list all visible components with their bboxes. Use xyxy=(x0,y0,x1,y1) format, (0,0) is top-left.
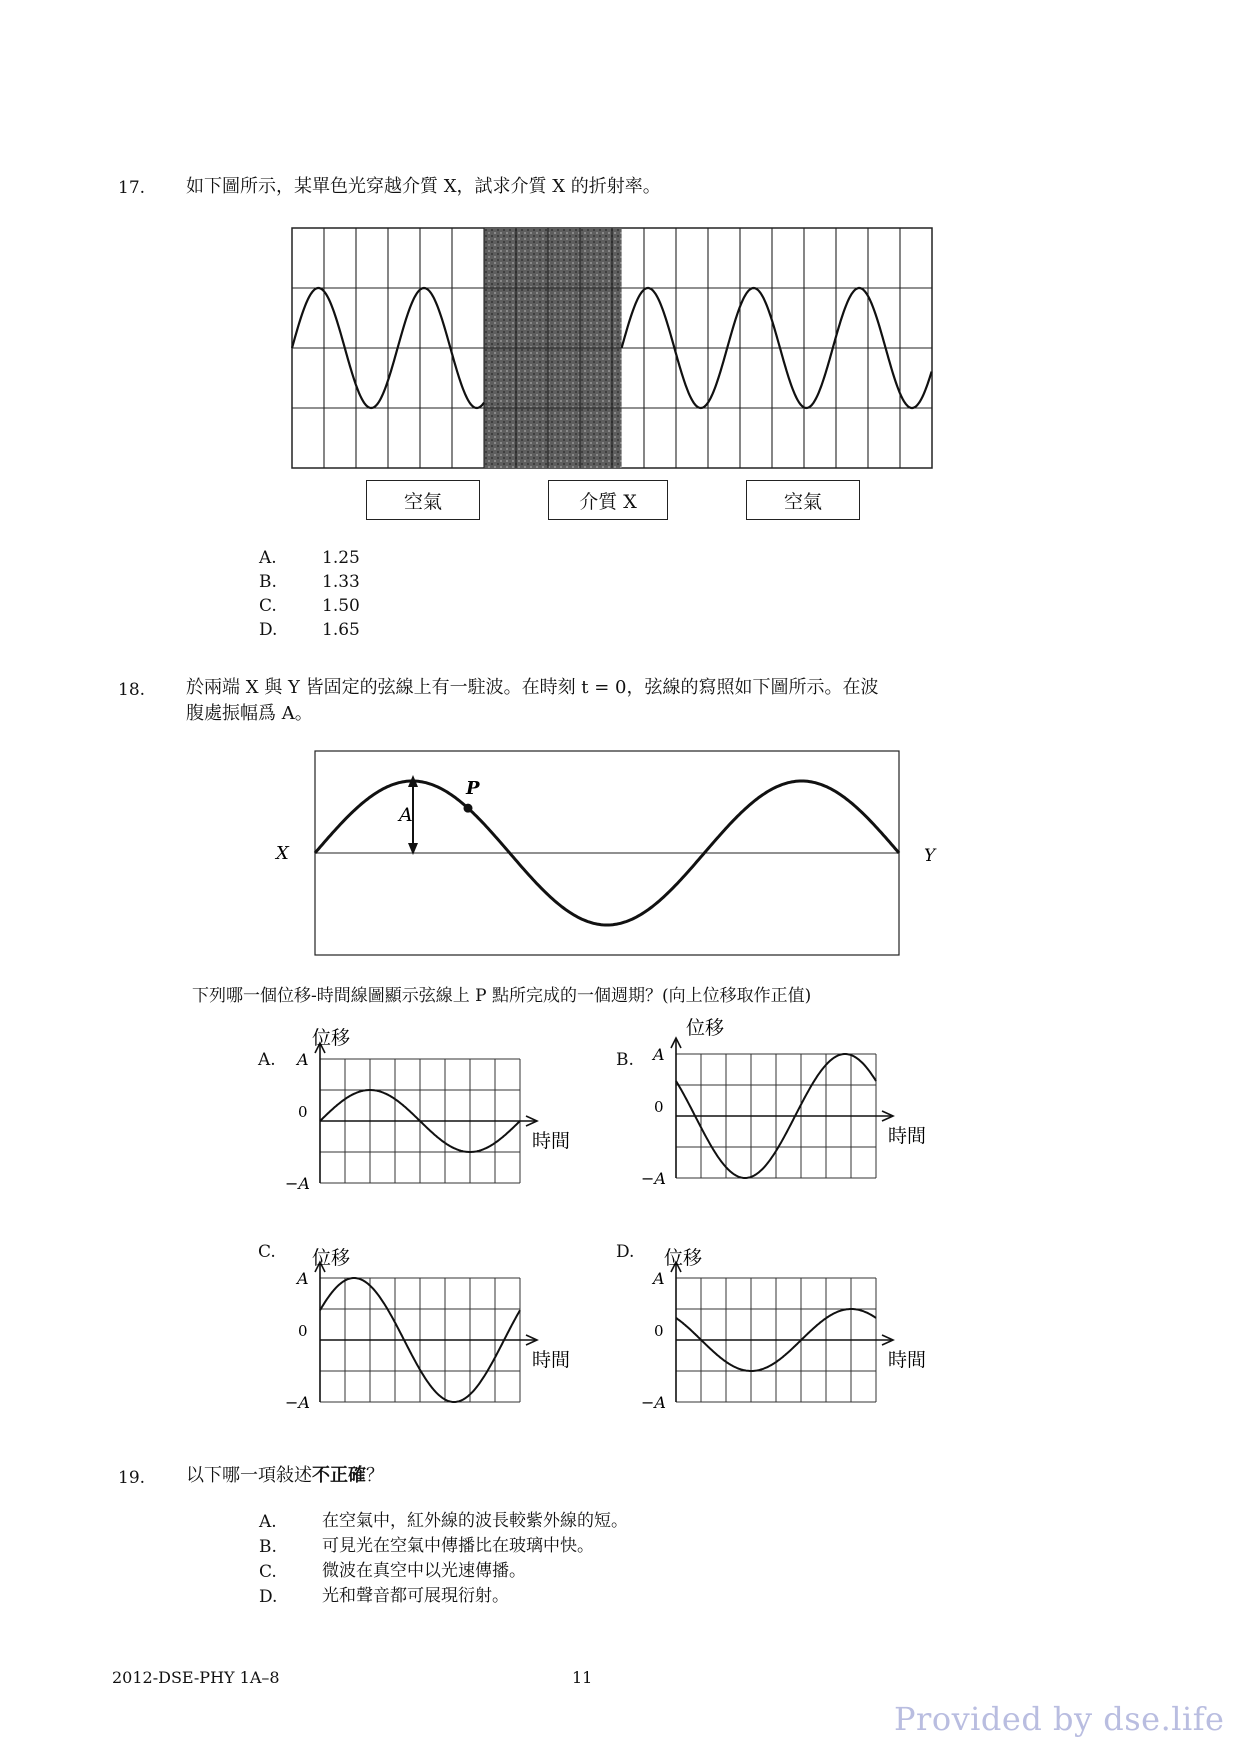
x-axis-label: 時間 xyxy=(532,1130,571,1152)
q19-option-text: 光和聲音都可展現衍射。 xyxy=(322,1586,509,1606)
q17-prompt: 如下圖所示，某單色光穿越介質 X，試求介質 X 的折射率。 xyxy=(186,176,661,197)
y-zero-label: 0 xyxy=(654,1098,664,1116)
y-min-label: −A xyxy=(641,1169,666,1188)
point-p-marker xyxy=(464,804,473,813)
q17-option-value: 1.50 xyxy=(322,596,360,616)
q19-option-text: 在空氣中，紅外線的波長較紫外線的短。 xyxy=(322,1511,628,1531)
q18-number: 18. xyxy=(118,680,146,700)
graph-option-a xyxy=(280,1026,630,1216)
y-max-label: A xyxy=(653,1269,665,1288)
q19-option-letter: B. xyxy=(259,1537,277,1557)
q19-prompt-emphasis: 不正確 xyxy=(312,1465,366,1486)
y-min-label: −A xyxy=(641,1393,666,1412)
label-air-right: 空氣 xyxy=(746,480,860,520)
label-air-left: 空氣 xyxy=(366,480,480,520)
watermark: Provided by dse.life xyxy=(894,1700,1225,1738)
end-y-label: Y xyxy=(924,846,936,866)
y-max-label: A xyxy=(653,1045,665,1064)
x-axis-label: 時間 xyxy=(888,1349,927,1371)
q17-option-value: 1.65 xyxy=(322,620,360,640)
paper-code: 2012-DSE-PHY 1A–8 xyxy=(112,1668,280,1687)
y-zero-label: 0 xyxy=(654,1322,664,1340)
y-zero-label: 0 xyxy=(298,1322,308,1340)
q17-number: 17. xyxy=(118,178,146,198)
q19-prompt-after: ？ xyxy=(366,1465,384,1486)
y-axis-label: 位移 xyxy=(312,1027,351,1049)
q18-option-c-letter: C. xyxy=(258,1242,276,1262)
y-max-label: A xyxy=(297,1050,309,1069)
x-axis-label: 時間 xyxy=(888,1125,927,1147)
label-medium-x: 介質 X xyxy=(548,480,668,520)
q18-option-a-letter: A. xyxy=(258,1050,276,1070)
q17-option-letter: C. xyxy=(259,596,277,616)
q17-option-letter: A. xyxy=(259,548,277,568)
y-min-label: −A xyxy=(285,1174,310,1193)
y-axis-label: 位移 xyxy=(664,1247,703,1269)
q18-question: 下列哪一個位移-時間線圖顯示弦線上 P 點所完成的一個週期？(向上位移取作正值) xyxy=(192,986,812,1006)
q19-option-text: 可見光在空氣中傳播比在玻璃中快。 xyxy=(322,1536,594,1556)
q18-option-d-letter: D. xyxy=(616,1242,635,1262)
q17-option-letter: B. xyxy=(259,572,277,592)
end-x-label: X xyxy=(276,843,289,864)
refraction-wave-diagram xyxy=(290,226,936,474)
q19-number: 19. xyxy=(118,1468,146,1488)
graph-option-c xyxy=(280,1238,630,1438)
q18-prompt-line2: 腹處振幅爲 A。 xyxy=(186,703,313,724)
graph-option-d xyxy=(636,1238,986,1438)
x-axis-label: 時間 xyxy=(532,1349,571,1371)
y-axis-label: 位移 xyxy=(312,1247,351,1269)
q19-prompt-before: 以下哪一項敍述 xyxy=(186,1465,312,1486)
q18-option-b-letter: B. xyxy=(616,1050,634,1070)
q18-prompt-line1: 於兩端 X 與 Y 皆固定的弦線上有一駐波。在時刻 t = 0，弦線的寫照如下圖所示。在波 xyxy=(186,677,879,698)
q17-option-value: 1.25 xyxy=(322,548,360,568)
amplitude-label: A xyxy=(399,804,413,826)
y-axis-label: 位移 xyxy=(686,1017,725,1039)
q17-option-value: 1.33 xyxy=(322,572,360,592)
q17-option-letter: D. xyxy=(259,620,278,640)
standing-wave-diagram xyxy=(270,745,950,963)
y-min-label: −A xyxy=(285,1393,310,1412)
y-zero-label: 0 xyxy=(298,1103,308,1121)
graph-option-b xyxy=(636,1014,986,1214)
q19-option-letter: D. xyxy=(259,1587,278,1607)
point-p-label: P xyxy=(466,778,480,800)
page-number: 11 xyxy=(572,1668,593,1687)
q19-option-letter: A. xyxy=(259,1512,277,1532)
q19-prompt xyxy=(186,1463,384,1489)
q19-option-letter: C. xyxy=(259,1562,277,1582)
y-max-label: A xyxy=(297,1269,309,1288)
q19-option-text: 微波在真空中以光速傳播。 xyxy=(322,1561,526,1581)
